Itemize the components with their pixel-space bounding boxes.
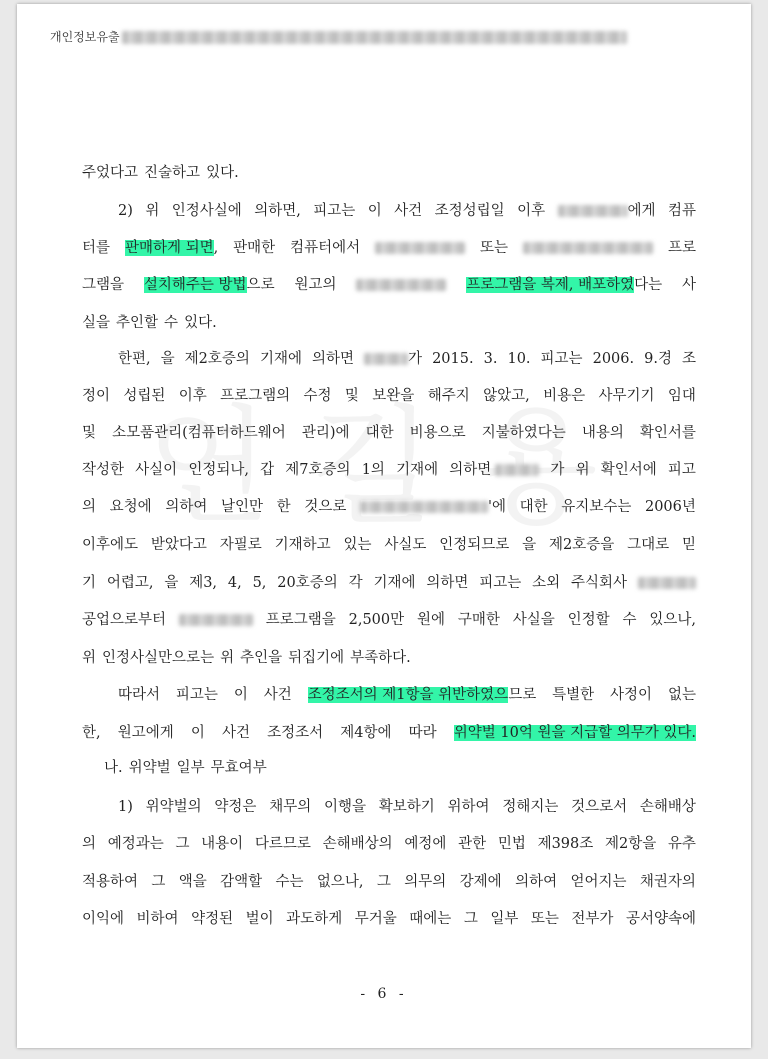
text-line bbox=[82, 198, 696, 224]
word: 예정에 bbox=[404, 836, 447, 852]
word: 기재에 bbox=[373, 575, 416, 591]
text-line bbox=[82, 532, 696, 558]
word: 수 bbox=[622, 612, 637, 628]
word: 제2호증의 bbox=[184, 351, 250, 367]
word: 한편, bbox=[118, 351, 151, 367]
word: 전부가 bbox=[571, 911, 614, 927]
word: 채권자의 bbox=[639, 874, 696, 890]
word: 정이 bbox=[82, 388, 111, 404]
word: 의하여 bbox=[515, 874, 558, 890]
word: 받았다고 bbox=[150, 537, 207, 553]
word: 대한 bbox=[519, 499, 548, 515]
word: 믿 bbox=[681, 537, 696, 553]
word: 예정과는 bbox=[107, 836, 164, 852]
word: 날인만 bbox=[221, 499, 264, 515]
word: 의 bbox=[82, 499, 97, 515]
text-line bbox=[82, 720, 696, 746]
header-title: 개인정보유출 bbox=[50, 30, 120, 44]
word: 가 bbox=[550, 462, 565, 478]
word: 위 bbox=[220, 650, 235, 666]
word: 원고에게 bbox=[117, 725, 174, 741]
word: 추인을 bbox=[240, 650, 283, 666]
word: 특별한 bbox=[552, 687, 595, 703]
word: 없는 bbox=[667, 687, 696, 703]
word: 공업으로부터 bbox=[82, 612, 167, 628]
word: 작성한 bbox=[82, 462, 125, 478]
word: 프로그램의 bbox=[220, 388, 291, 404]
word: 제7호증의 bbox=[285, 462, 351, 478]
word: 위 bbox=[145, 203, 160, 219]
text-line bbox=[82, 607, 696, 633]
word: 사건 bbox=[263, 687, 292, 703]
word: 감액할 bbox=[220, 874, 263, 890]
word: 이익에 bbox=[82, 911, 125, 927]
word: 갑 bbox=[260, 462, 275, 478]
text-line bbox=[82, 272, 696, 298]
word: 4, bbox=[227, 575, 242, 591]
text-line bbox=[82, 420, 696, 446]
word: 피고는 bbox=[479, 575, 522, 591]
text-line bbox=[82, 310, 696, 336]
word: 위약벌의 bbox=[145, 799, 202, 815]
word: 손해배상의 bbox=[322, 836, 393, 852]
word: 지불하였다는 bbox=[481, 425, 566, 441]
word: 내용이 bbox=[201, 836, 244, 852]
word: 터를 bbox=[82, 240, 111, 256]
word: 무효여부 bbox=[210, 760, 267, 776]
word: 원에 bbox=[417, 612, 446, 628]
word: 제2항을 bbox=[604, 836, 657, 852]
word: 의무의 bbox=[404, 874, 447, 890]
word: 민법 bbox=[497, 836, 526, 852]
word: 또는 bbox=[480, 240, 509, 256]
word: 사 bbox=[681, 277, 696, 293]
text-line bbox=[82, 457, 696, 483]
word: 그 bbox=[376, 874, 391, 890]
word: 구매한 bbox=[457, 612, 500, 628]
text-line bbox=[82, 682, 696, 708]
word: 사실이 bbox=[135, 462, 178, 478]
word: 제2호증을 bbox=[548, 537, 615, 553]
word: 이후 bbox=[517, 203, 546, 219]
highlighted-text: 프로그램을 복제, 배포하였다는 bbox=[466, 277, 663, 293]
word: 수는 bbox=[275, 874, 304, 890]
text-line bbox=[82, 869, 696, 895]
word: 임대 bbox=[667, 388, 696, 404]
document-page bbox=[17, 4, 751, 1048]
word: 소모품관리(컴퓨터하드웨어 bbox=[112, 425, 286, 441]
redacted-text: 에게 bbox=[558, 198, 656, 224]
word: 약정된 bbox=[191, 911, 234, 927]
word: 3. bbox=[483, 351, 498, 367]
word: 2006. bbox=[592, 351, 635, 367]
word: 자필로 bbox=[219, 537, 262, 553]
text-line bbox=[82, 346, 696, 372]
word: 않았고, bbox=[483, 388, 530, 404]
word: 뒤집기에 bbox=[288, 650, 345, 666]
word: 기재에 bbox=[396, 462, 439, 478]
word: 강제에 bbox=[459, 874, 502, 890]
text-line bbox=[82, 383, 696, 409]
word: 2006년 bbox=[644, 499, 696, 515]
highlighted-text: 판매하게 되면, bbox=[124, 240, 219, 256]
word: 의하면 bbox=[449, 457, 539, 483]
word: 2,500만 bbox=[348, 612, 405, 628]
word: 이 bbox=[190, 725, 205, 741]
text-line bbox=[82, 645, 696, 671]
word: 해주지 bbox=[427, 388, 470, 404]
text-line bbox=[82, 235, 696, 261]
word: 의하면 bbox=[312, 351, 355, 367]
word: 인정사실만으로는 bbox=[102, 650, 215, 666]
word: 어렵고, bbox=[106, 575, 154, 591]
word: 확인서에 bbox=[600, 462, 657, 478]
word: 및 bbox=[82, 425, 97, 441]
redacted-text bbox=[523, 235, 653, 261]
word: 5, bbox=[252, 575, 267, 591]
word: 사실도 bbox=[384, 537, 427, 553]
word: 기 bbox=[82, 575, 97, 591]
word: 사무기기 bbox=[598, 388, 655, 404]
text-line bbox=[82, 570, 696, 596]
word: 확보하기 bbox=[378, 799, 435, 815]
word: 과도하게 bbox=[286, 911, 343, 927]
word: 이후 bbox=[178, 388, 207, 404]
word: 피고 bbox=[667, 462, 696, 478]
word: 기재에 bbox=[259, 351, 302, 367]
word: 프로그램을 bbox=[265, 612, 336, 628]
word: 비용으로 bbox=[409, 425, 466, 441]
word: 것으로서 bbox=[571, 799, 628, 815]
word: 인정사실에 bbox=[171, 203, 242, 219]
word: 조정성립일 bbox=[434, 203, 505, 219]
word: 및 bbox=[344, 388, 359, 404]
word: 위약벌 bbox=[128, 760, 171, 776]
word: 것으로 bbox=[304, 499, 347, 515]
word: 이행을 bbox=[323, 799, 367, 815]
word: 을 bbox=[522, 537, 537, 553]
word: 이 bbox=[367, 203, 382, 219]
text-line bbox=[82, 794, 696, 820]
word: 이후에도 bbox=[82, 537, 139, 553]
word: 1) bbox=[118, 799, 133, 815]
word: 조 bbox=[681, 351, 696, 367]
word: 채무의 bbox=[269, 799, 312, 815]
word: 공서양속에 bbox=[625, 911, 696, 927]
word: 조정조서 bbox=[267, 725, 324, 741]
word: 비하여 bbox=[136, 911, 179, 927]
word: 2) bbox=[118, 203, 133, 219]
word: 내용의 bbox=[581, 425, 624, 441]
text-line bbox=[82, 906, 696, 932]
highlighted-text: 조정조서의 제1항을 위반하였으므로 bbox=[307, 687, 537, 703]
word: 다르므로 bbox=[254, 836, 311, 852]
highlighted-text: 설치해주는 방법으로 bbox=[143, 277, 275, 293]
word: 9.경 bbox=[644, 351, 672, 367]
word: 벌이 bbox=[245, 911, 274, 927]
text-line bbox=[82, 160, 696, 186]
word: 그램을 bbox=[82, 277, 125, 293]
redacted-text bbox=[375, 235, 465, 261]
word: 사정이 bbox=[610, 687, 653, 703]
word: 이 bbox=[233, 687, 248, 703]
redacted-text: '에 bbox=[360, 494, 506, 520]
word: 있는 bbox=[343, 537, 372, 553]
word: 유추 bbox=[667, 836, 696, 852]
word: 손해배상 bbox=[639, 799, 696, 815]
word: 유지보수는 bbox=[561, 499, 632, 515]
redacted-text: 가 bbox=[364, 346, 422, 372]
word: 사건 bbox=[394, 203, 423, 219]
word: 때에는 bbox=[409, 911, 452, 927]
page-number: - 6 - bbox=[360, 986, 408, 1002]
document-header bbox=[50, 27, 690, 47]
word: 있다. bbox=[206, 165, 239, 181]
word: 액을 bbox=[178, 874, 207, 890]
word: 또는 bbox=[530, 911, 559, 927]
redacted-header bbox=[122, 31, 627, 44]
text-line bbox=[82, 755, 696, 781]
word: 을 bbox=[160, 351, 175, 367]
word: 그 bbox=[463, 911, 478, 927]
word: 관한 bbox=[458, 836, 487, 852]
word: 확인서를 bbox=[639, 425, 696, 441]
word: 소외 bbox=[532, 575, 561, 591]
word: 피고는 bbox=[313, 203, 356, 219]
word: 대한 bbox=[365, 425, 394, 441]
word: 수정 bbox=[303, 388, 332, 404]
word: 2015. bbox=[432, 351, 474, 367]
word: 얻어지는 bbox=[570, 874, 627, 890]
word: 을 bbox=[164, 575, 179, 591]
word: 1의 bbox=[361, 462, 385, 478]
word: 각 bbox=[348, 575, 363, 591]
word: 프로 bbox=[667, 240, 696, 256]
text-line bbox=[82, 831, 696, 857]
word: 추인할 bbox=[116, 315, 159, 331]
word: 무거울 bbox=[354, 911, 397, 927]
word: 진술하고 bbox=[144, 165, 201, 181]
word: 없으나, bbox=[316, 874, 364, 890]
word: 있다. bbox=[184, 315, 217, 331]
word: 한, bbox=[82, 725, 101, 741]
word: 약정은 bbox=[214, 799, 257, 815]
word: 주었다고 bbox=[82, 165, 139, 181]
word: 부족하다. bbox=[350, 650, 411, 666]
word: 의 bbox=[82, 836, 97, 852]
word: 사건 bbox=[222, 725, 251, 741]
word: 보완을 bbox=[372, 388, 415, 404]
word: 피고는 bbox=[175, 687, 218, 703]
word: 일부 bbox=[490, 911, 519, 927]
word: 적용하여 bbox=[82, 874, 139, 890]
word: 제398조 bbox=[537, 836, 594, 852]
word: 의하여 bbox=[165, 499, 208, 515]
word: 따라서 bbox=[118, 687, 161, 703]
word: 그대로 bbox=[627, 537, 670, 553]
word: 비용은 bbox=[543, 388, 586, 404]
word: 의하면 bbox=[426, 575, 469, 591]
word: 위 bbox=[575, 462, 590, 478]
word: 10. bbox=[507, 351, 531, 367]
word: 컴퓨터에서 bbox=[290, 240, 361, 256]
word: 인정할 bbox=[567, 612, 610, 628]
word: 일부 bbox=[176, 760, 205, 776]
word: 인정되므로 bbox=[439, 537, 510, 553]
word: 있으나, bbox=[649, 612, 696, 628]
word: 원고의 bbox=[294, 277, 337, 293]
redacted-text bbox=[356, 272, 446, 298]
word: 성립된 bbox=[123, 388, 166, 404]
word: 나. bbox=[104, 760, 123, 776]
word: 의하면, bbox=[254, 203, 301, 219]
redacted-text bbox=[638, 570, 696, 596]
text-line bbox=[82, 494, 696, 520]
word: 제3, bbox=[189, 575, 218, 591]
word: 요청에 bbox=[109, 499, 152, 515]
word: 실을 bbox=[82, 315, 111, 331]
word: 그 bbox=[151, 874, 166, 890]
word: 기재하고 bbox=[274, 537, 331, 553]
word: 정해지는 bbox=[502, 799, 559, 815]
word: 인정되나, bbox=[188, 462, 249, 478]
redacted-text bbox=[179, 607, 253, 633]
word: 따라 bbox=[408, 725, 437, 741]
word: 수 bbox=[164, 315, 179, 331]
word: 컴퓨 bbox=[667, 203, 696, 219]
word: 주식회사 bbox=[570, 575, 627, 591]
word: 사실을 bbox=[512, 612, 555, 628]
word: 한 bbox=[276, 499, 291, 515]
word: 피고는 bbox=[540, 351, 583, 367]
word: 위하여 bbox=[447, 799, 490, 815]
word: 그 bbox=[175, 836, 190, 852]
word: 관리)에 bbox=[301, 425, 350, 441]
word: 20호증의 bbox=[277, 575, 338, 591]
word: 위 bbox=[82, 650, 97, 666]
word: 제4항에 bbox=[340, 725, 392, 741]
highlighted-text: 위약벌 10억 원을 지급할 의무가 있다. bbox=[453, 725, 696, 741]
word: 판매한 bbox=[233, 240, 276, 256]
